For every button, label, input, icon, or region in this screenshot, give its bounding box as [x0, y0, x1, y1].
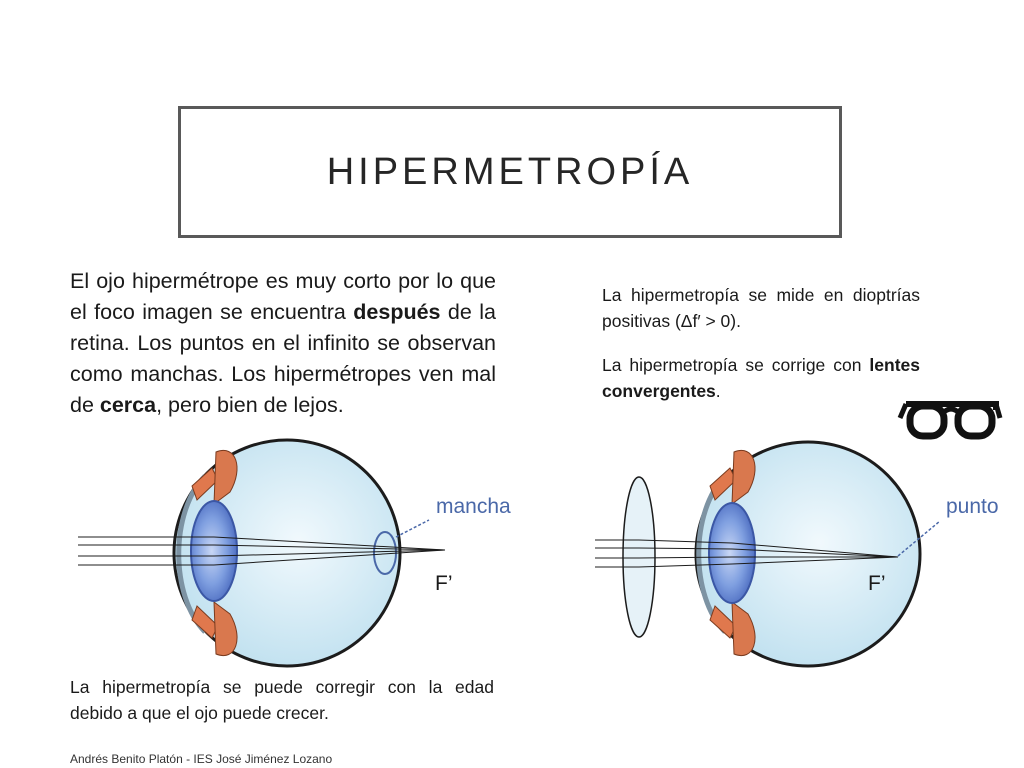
bold-cerca: cerca	[99, 393, 157, 417]
right-eye-diagram	[595, 442, 999, 666]
right-focus-label: F’	[868, 572, 886, 595]
page-title: HIPERMETROPÍA	[326, 150, 694, 193]
left-pointer-arrow	[396, 520, 429, 537]
intro-paragraph: El ojo hipermétrope es muy corto por lo que el foco imagen se encuentra después de la retina. Los puntos en el infinito se observan como manchas. Los hipermétropes ven mal de cerca, pero bien de lejos.	[70, 269, 496, 417]
bold-despues: después	[353, 300, 441, 324]
right-spot-label: punto	[946, 495, 999, 518]
right-lens	[709, 503, 755, 603]
measure-paragraph: La hipermetropía se mide en dioptrías positivas (Δf′ > 0).	[602, 285, 920, 331]
age-paragraph: La hipermetropía se puede corregir con la edad debido a que el ojo puede crecer.	[70, 677, 494, 723]
correction-paragraph: La hipermetropía se corrige con lentes convergentes.	[602, 355, 920, 401]
corrective-lens	[623, 477, 655, 637]
glasses-icon	[900, 404, 1000, 436]
bold-lentes: lentes convergentes	[602, 355, 920, 401]
left-eye-diagram	[78, 440, 511, 666]
left-focus-label: F’	[435, 572, 453, 595]
left-lens	[191, 501, 237, 601]
footer-credit: Andrés Benito Platón - IES José Jiménez Lozano	[70, 752, 333, 766]
left-spot-label: mancha	[436, 495, 511, 518]
